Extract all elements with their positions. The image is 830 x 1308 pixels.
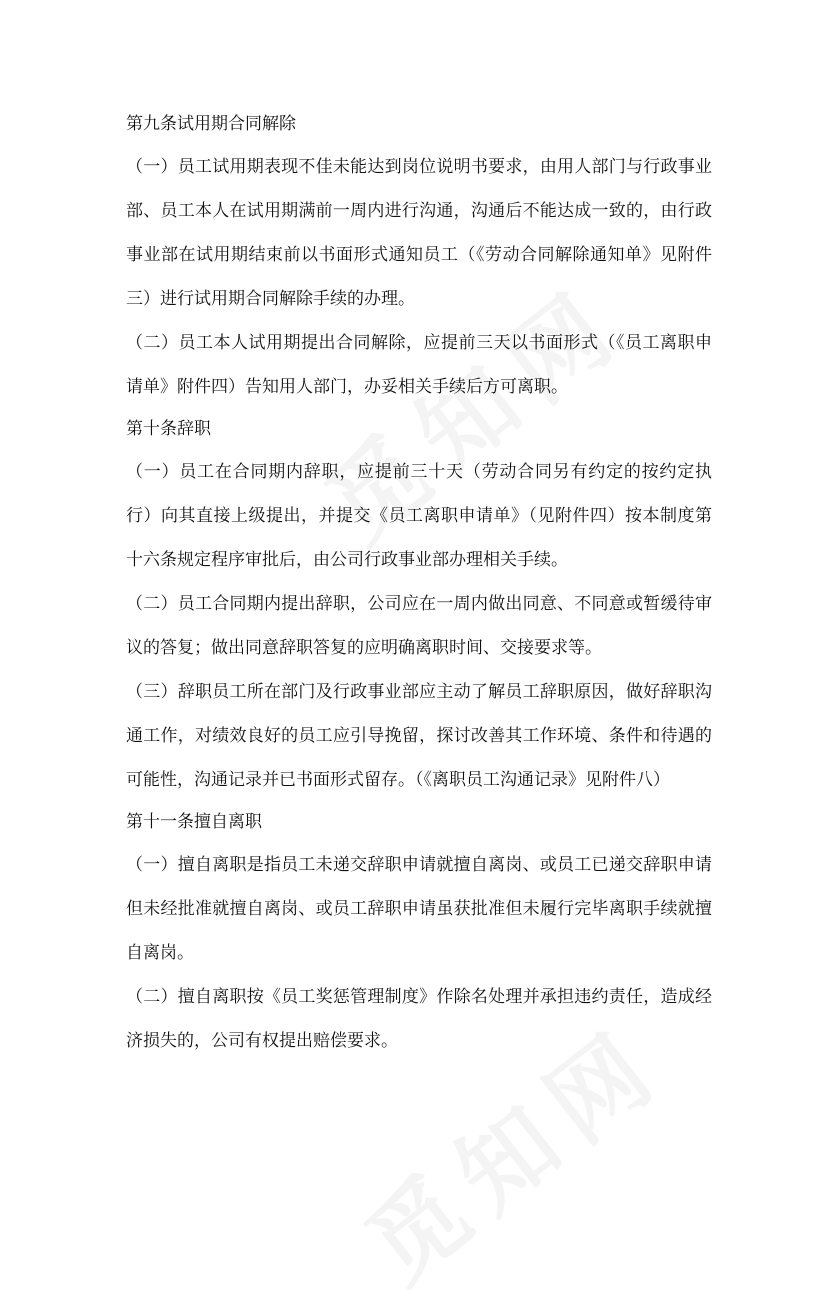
paragraph: （二）擅自离职按《员工奖惩管理制度》作除名处理并承担违约责任，造成经济损失的，公司有权提出赔偿要求。 (126, 987, 712, 1051)
paragraph: （二）员工本人试用期提出合同解除，应提前三天以书面形式（《员工离职申请单》附件四）告知用人部门，办妥相关手续后方可离职。 (126, 333, 712, 397)
document-body (126, 104, 712, 1063)
paragraph: （一）员工试用期表现不佳未能达到岗位说明书要求，由用人部门与行政事业部、员工本人在试用期满前一周内进行沟通，沟通后不能达成一致的，由行政事业部在试用期结束前以书面形式通知员工（《劳动合同解除通知单》见附件三）进行试用期合同解除手续的办理。 (126, 157, 712, 309)
section-heading: 第九条试用期合同解除 (126, 114, 296, 134)
paragraph: （三）辞职员工所在部门及行政事业部应主动了解员工辞职原因，做好辞职沟通工作，对绩效良好的员工应引导挽留，探讨改善其工作环境、条件和待遇的可能性，沟通记录并已书面形式留存。（《离职员工沟通记录》见附件八） (126, 682, 712, 790)
section-heading: 第十一条擅自离职 (126, 812, 262, 832)
paragraph: （二）员工合同期内提出辞职，公司应在一周内做出同意、不同意或暂缓待审议的答复；做出同意辞职答复的应明确离职时间、交接要求等。 (126, 594, 712, 658)
paragraph: （一）员工在合同期内辞职，应提前三十天（劳动合同另有约定的按约定执行）向其直接上级提出，并提交《员工离职申请单》（见附件四）按本制度第十六条规定程序审批后，由公司行政事业部办理相关手续。 (126, 462, 712, 570)
paragraph: （一）擅自离职是指员工未递交辞职申请就擅自离岗、或员工已递交辞职申请但未经批准就擅自离岗、或员工辞职申请虽获批准但未履行完毕离职手续就擅自离岗。 (126, 855, 712, 963)
section-heading: 第十条辞职 (126, 419, 211, 439)
